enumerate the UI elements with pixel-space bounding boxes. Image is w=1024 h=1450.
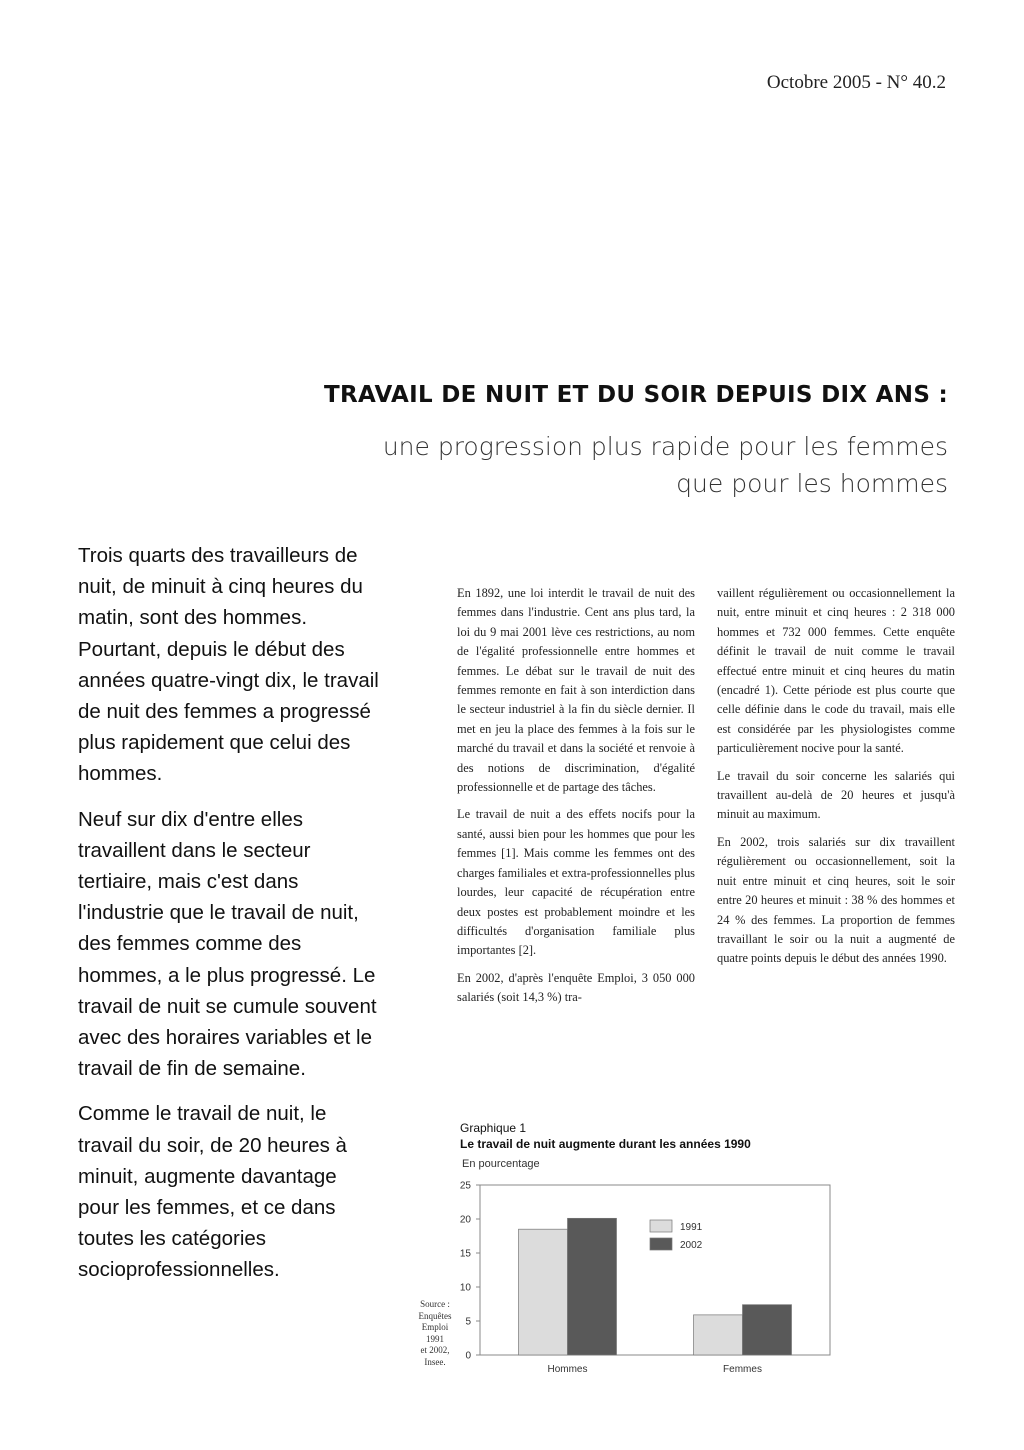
- body-paragraph: En 1892, une loi interdit le travail de nuit des femmes dans l'industrie. Cent ans plus tard, la loi du 9 mai 2001 lève ces restrictions, au nom de l'égalité professionnelle entre hommes et femmes. Le débat sur le travail de nuit des femmes remonte en fait à son interdiction dans le secteur industriel à la fin du siècle dernier. Il met en jeu la place des femmes à la fois sur le marché du travail et dans la société et renvoie à des notions de discrimination, d'égalité professionnelle et de partage des tâches.: [457, 586, 695, 795]
- figure-label: Graphique 1: [460, 1121, 527, 1135]
- body-column-1: [457, 584, 695, 1016]
- lead-summary: [78, 540, 383, 1300]
- lead-paragraph: Neuf sur dix d'entre elles travaillent dans le secteur tertiaire, mais c'est dans l'industrie que le travail de nuit, des femmes comme des hommes, a le plus progressé. Le travail de nuit se cumule souvent avec des horaires variables et le travail de fin de semaine.: [78, 807, 377, 1081]
- article-subtitle: [308, 428, 948, 502]
- source-line: Source :: [420, 1299, 450, 1309]
- article-title: TRAVAIL DE NUIT ET DU SOIR DEPUIS DIX ANS :: [323, 382, 948, 408]
- legend-swatch-1991: [650, 1220, 672, 1232]
- figure-caption: [460, 1120, 751, 1152]
- y-tick-label: 0: [465, 1350, 471, 1362]
- subtitle-line: une progression plus rapide pour les femmes: [382, 432, 948, 461]
- legend-swatch-2002: [650, 1238, 672, 1250]
- body-paragraph: Le travail de nuit a des effets nocifs pour la santé, aussi bien pour les hommes que pour les femmes [1]. Mais comme les femmes ont des charges familiales et extra-professionnelles plus lourdes, leur capacité de récupération entre deux postes est probablement moindre et les difficultés d'organisation familiale plus importantes [2].: [457, 807, 695, 958]
- body-paragraph: vaillent régulièrement ou occasionnellement la nuit, entre minuit et cinq heures : 2 318 000 hommes et 732 000 femmes. Cette enquête définit le travail de nuit comme le travail effectué entre minuit et cinq heures du matin (encadré 1). Cette période est plus courte que celle définie dans le code du travail, mais elle est considérée par les physiologistes comme particulièrement nocive pour la santé.: [717, 586, 955, 756]
- y-tick-label: 5: [465, 1316, 471, 1328]
- body-paragraph: En 2002, d'après l'enquête Emploi, 3 050 000 salariés (soit 14,3 %) tra-: [457, 970, 695, 1005]
- y-tick-label: 10: [459, 1282, 471, 1294]
- figure-unit: En pourcentage: [462, 1158, 540, 1170]
- y-tick-label: 20: [459, 1214, 471, 1226]
- source-line: Emploi: [421, 1322, 449, 1332]
- source-line: et 2002,: [420, 1345, 450, 1355]
- source-line: Enquêtes: [418, 1310, 452, 1321]
- lead-paragraph: Trois quarts des travailleurs de nuit, de minuit à cinq heures du matin, sont des hommes. Pourtant, depuis le début des années quatre-vingt dix, le travail de nuit des femmes a progressé plus rapidement que celui des hommes.: [78, 544, 379, 786]
- x-category-label: Hommes: [547, 1364, 588, 1375]
- subtitle-line: que pour les hommes: [676, 469, 948, 498]
- bar-2002-femmes: [743, 1305, 792, 1355]
- x-category-label: Femmes: [723, 1364, 762, 1375]
- legend-label: 2002: [680, 1240, 703, 1251]
- lead-paragraph: Comme le travail de nuit, le travail du soir, de 20 heures à minuit, augmente davantage pour les femmes, et ce dans toutes les catégories socioprofessionnelles.: [78, 1102, 347, 1282]
- issue-date: Octobre 2005 - N° 40.2: [766, 72, 946, 93]
- bar-1991-femmes: [694, 1315, 743, 1355]
- bar-chart: [440, 1172, 850, 1387]
- source-line: 1991: [426, 1333, 444, 1344]
- body-paragraph: En 2002, trois salariés sur dix travaillent régulièrement ou occasionnellement, soit la nuit entre minuit et cinq heures, soit le soir entre 20 heures et minuit : 38 % des hommes et 24 % des femmes. La proportion de femmes travaillant le soir ou la nuit a augmenté de quatre points depuis le début des années 1990.: [717, 834, 955, 966]
- bar-2002-hommes: [568, 1218, 617, 1355]
- y-tick-label: 15: [459, 1248, 471, 1260]
- source-line: Insee.: [424, 1356, 446, 1367]
- figure-title: Le travail de nuit augmente durant les années 1990: [460, 1137, 751, 1151]
- body-column-2: [717, 584, 955, 977]
- legend-label: 1991: [680, 1222, 703, 1233]
- y-tick-label: 25: [459, 1180, 471, 1192]
- body-paragraph: Le travail du soir concerne les salariés qui travaillent au-delà de 20 heures et jusqu'à minuit au maximum.: [717, 768, 955, 822]
- bar-1991-hommes: [519, 1229, 568, 1355]
